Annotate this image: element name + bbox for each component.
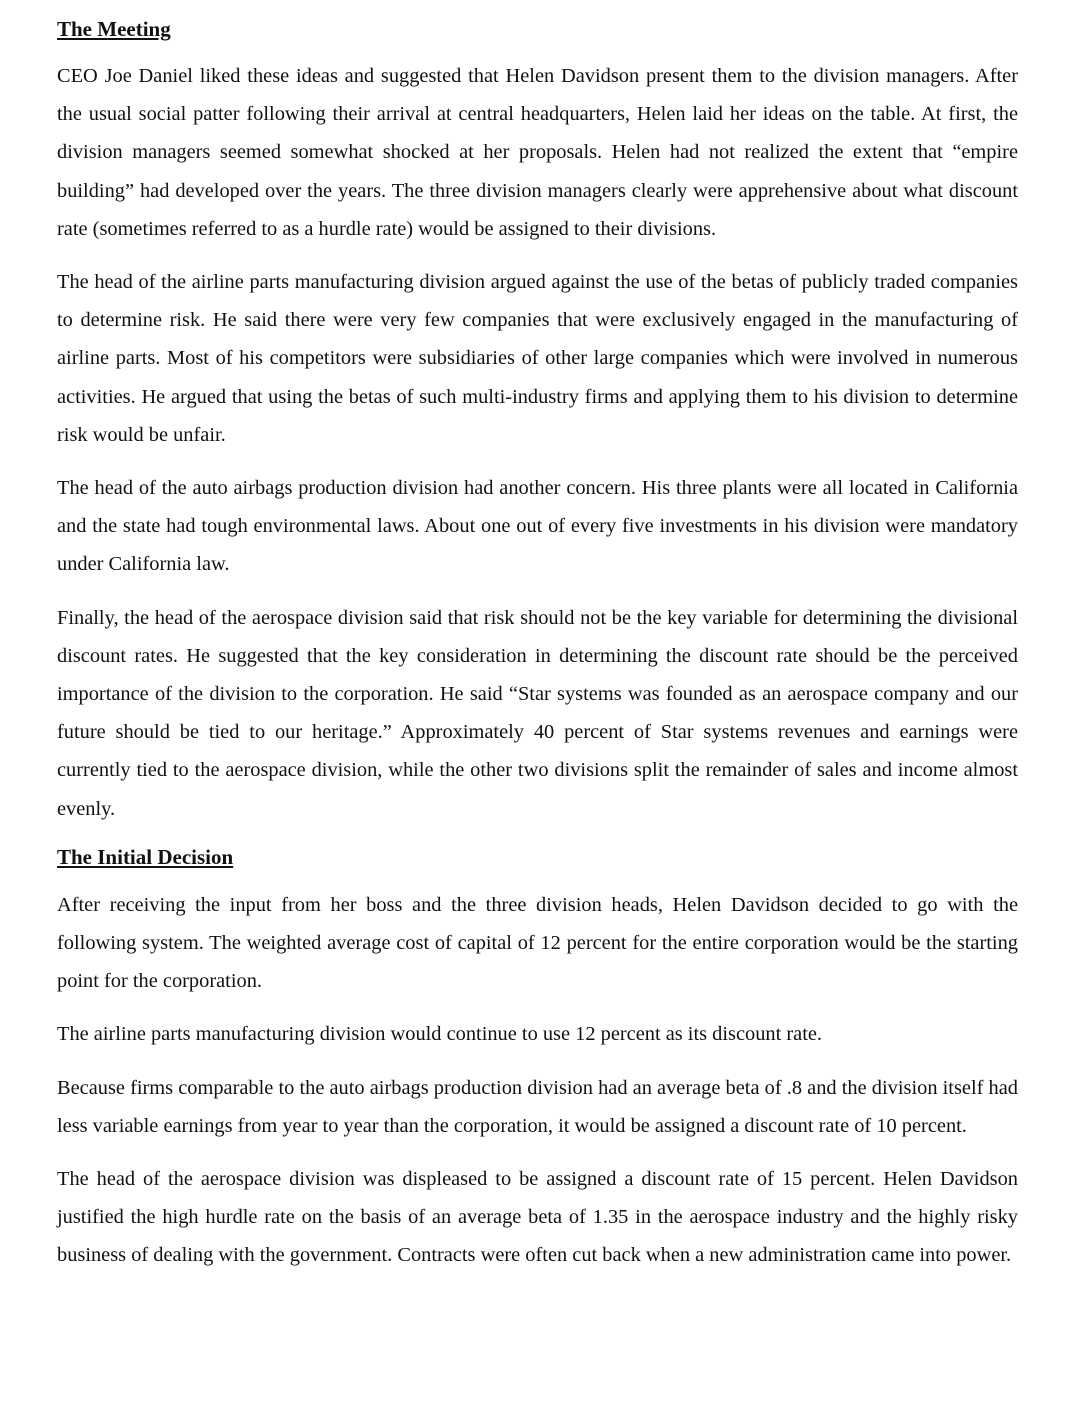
document-page (57, 14, 1018, 1275)
paragraph-aerospace-rate: The head of the aerospace division was displeased to be assigned a discount rate of 15 percent. Helen Davidson justified the high hurdle rate on the basis of an average beta of 1.35 in the aerospace industry and the highly risky business of dealing with the government. Contracts were often cut back when a new administration came into power. (57, 1168, 1018, 1267)
paragraph-airbags-rate: Because firms comparable to the auto airbags production division had an average beta of .8 and the division itself had less variable earnings from year to year than the corporation, it would be assigned a discount rate of 10 percent. (57, 1076, 1018, 1137)
paragraph-airline-rate: The airline parts manufacturing division would continue to use 12 percent as its discount rate. (57, 1023, 823, 1046)
paragraph-airbags-concern: The head of the auto airbags production division had another concern. His three plants were all located in California and the state had tough environmental laws. About one out of every five investments in his division were mandatory under California law. (57, 477, 1018, 576)
paragraph-aerospace-concern: Finally, the head of the aerospace division said that risk should not be the key variable for determining the divisional discount rates. He suggested that the key consideration in determining the discount rate should be the perceived importance of the division to the corporation. He said “Star systems was founded as an aerospace company and our future should be tied to our heritage.” Approximately 40 percent of Star systems revenues and earnings were currently tied to the aerospace division, while the other two divisions split the remainder of sales and income almost evenly. (57, 606, 1018, 820)
paragraph-airline-parts-concern: The head of the airline parts manufacturing division argued against the use of the betas of publicly traded companies to determine risk. He said there were very few companies that were exclusively engaged in the manufacturing of airline parts. Most of his competitors were subsidiaries of other large companies which were involved in numerous activities. He argued that using the betas of such multi-industry firms and applying them to his division to determine risk would be unfair. (57, 271, 1018, 446)
paragraph-decision-system: After receiving the input from her boss and the three division heads, Helen Davidson decided to go with the following system. The weighted average cost of capital of 12 percent for the entire corporation would be the starting point for the corporation. (57, 893, 1018, 993)
paragraph-ceo-meeting: CEO Joe Daniel liked these ideas and suggested that Helen Davidson present them to the division managers. After the usual social patter following their arrival at central headquarters, Helen laid her ideas on the table. At first, the division managers seemed somewhat shocked at her proposals. Helen had not realized the extent that “empire building” had developed over the years. The three division managers clearly were apprehensive about what discount rate (sometimes referred to as a hurdle rate) would be assigned to their divisions. (57, 65, 1018, 240)
section-heading-the-meeting: The Meeting (57, 17, 171, 41)
section-heading-initial-decision: The Initial Decision (57, 844, 234, 869)
